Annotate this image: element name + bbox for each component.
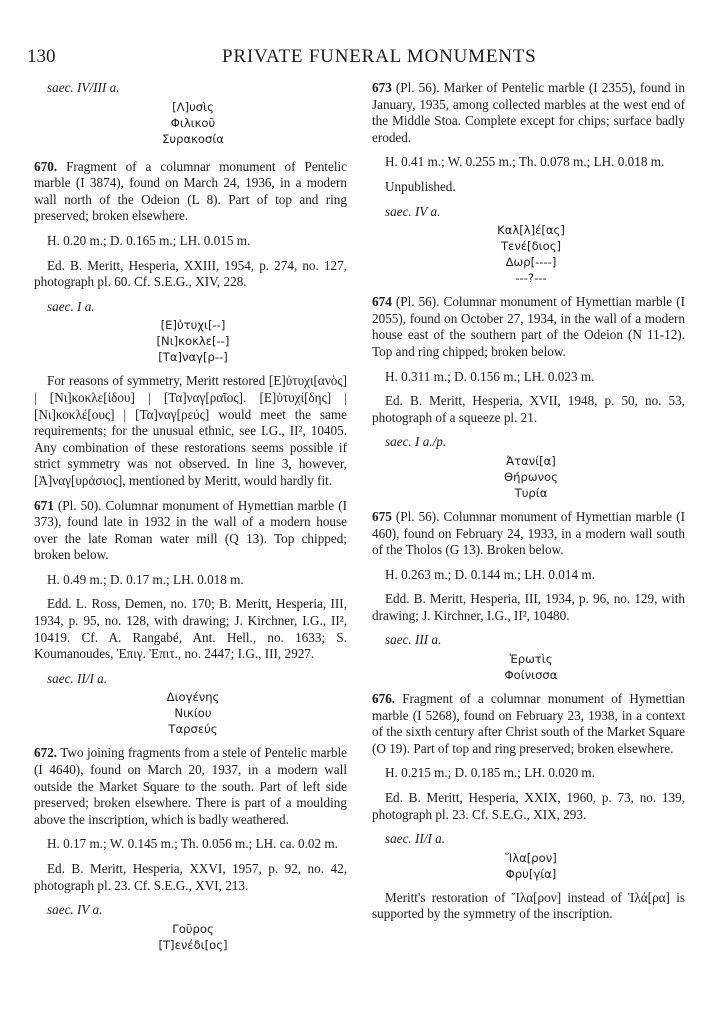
inscription-line: Φρυ[γία] [505,866,557,881]
entry-description [34,745,347,828]
entry-672 [34,745,347,952]
entry-description [34,498,347,564]
entry-text: (Pl. 56). Columnar monument of Hymettian marble (I 2055), found on October 27, 1934, in the wall of a modern house east of the southern part of the Odeion (N 11-12). Top and ring chipped; broken below. [372,294,686,359]
entry-text: (Pl. 50). Columnar monument of Hymettian marble (I 373), found late in 1932 in the wall of a modern house over the late Roman water mill (Q 13). Top chipped; broken below. [34,497,348,563]
entry-measurements: H. 0.20 m.; D. 0.165 m.; LH. 0.015 m. [47,232,251,248]
date-label: saec. IV/III a. [47,80,120,95]
entry-description [372,80,685,146]
inscription-line: [Τα]ναγ[ρ--] [158,350,228,365]
entry-text: Fragment of a columnar monument of Pentelic marble (I 3874), found on March 24, 1936, in a modern wall north of the Odeion (L 8). Part of top and ring preserved; broken elsewhere. [34,158,347,224]
entry-bibliography: Ed. B. Meritt, Hesperia, XXVI, 1957, p. 92, no. 42, photograph pl. 23. Cf. S.E.G., XVI, 213. [34,861,347,893]
date-label: saec. III a. [385,632,442,648]
inscription-text [34,921,347,953]
inscription-line: [Τ]ενέδι[ος] [158,937,228,952]
entry-670 [34,159,347,490]
inscription-line: Τυρία [514,485,548,500]
entry-text: Two joining fragments from a stele of Pentelic marble (I 4640), found on March 20, 1937, in a modern wall outside the Market Square to the south. Part of left side preserved; broken elsewhere. There is part of a moulding above the inscription, which is badly weathered. [34,745,347,827]
inscription-line: Τενέ[διος] [500,239,562,254]
entry-number: 676. [372,691,396,707]
entry-number: 670. [34,158,58,174]
inscription-line: Ταρσεύς [168,722,218,737]
inscription-line: ---?--- [515,271,547,286]
inscription-line: [Ε]ὐτυχι[--] [160,318,226,333]
entry-measurements: H. 0.17 m.; W. 0.145 m.; Th. 0.056 m.; LH. ca. 0.02 m. [47,836,338,852]
entry-text: Fragment of a columnar monument of Hymettian marble (I 5268), found on February 23, 1938, in a context of the sixth century after Christ south of the Market Square (O 19). Part of top and ring preserved; broken elsewhere. [372,691,686,756]
entry-number: 674 [372,294,392,310]
entry-commentary: For reasons of symmetry, Meritt restored [Ε]ὐτυχι[ανὸς] | [Νι]κοκλε[ίδου] | [Τα]ναγ[ραῖος]. [Ε]ὐτυχί[δης] | [Νι]κοκλέ[ους] | [Τα]ναγ[ρεύς] would meet the same requirements; for the unusual ethnic, see I.G., II², 10405. Any combination of these restorations seems possible if strict symmetry was not observed. In line 3, however, [Ἀ]ναγ[υράσιος], mentioned by Meritt, would hardly fit. [34,373,347,488]
entry-text: (Pl. 56). Marker of Pentelic marble (I 2355), found in January, 1935, among collected marbles at the west end of the Middle Stoa. Complete except for chips; surface badly eroded. [372,80,685,145]
inscription-line: Φοίνισσα [504,668,558,683]
entry-number: 675 [372,508,392,524]
entry-description [372,691,685,757]
inscription-line: Ἐρωτὶς [509,652,553,667]
entry-description [372,294,685,360]
entry-676 [372,691,685,923]
entry-status: Unpublished. [385,178,456,194]
inscription-line: Θήρωνος [504,469,558,484]
entry-bibliography: Ed. B. Meritt, Hesperia, XXIII, 1954, p. 274, no. 127, photograph pl. 60. Cf. S.E.G., XIV, 228. [34,257,347,290]
entry-text: (Pl. 56). Columnar monument of Hymettian marble (I 460), found on February 24, 1933, in a modern wall south of the Tholos (G 13). Broken below. [372,508,686,558]
entry-671 [34,498,347,738]
entry-measurements: H. 0.41 m.; W. 0.255 m.; Th. 0.078 m.; LH. 0.018 m. [385,154,665,170]
entry-bibliography: Edd. B. Meritt, Hesperia, III, 1934, p. 96, no. 129, with drawing; J. Kirchner, I.G., II², 10480. [372,591,685,623]
entry-description [34,159,347,225]
inscription-line: Δωρ[----] [505,255,557,270]
entry-675 [372,509,685,683]
entry-number: 672. [34,745,58,761]
inscription-line: Καλ[λ]έ[ας] [497,223,565,238]
date-label: saec. II/I a. [385,831,446,847]
entry-measurements: H. 0.263 m.; D. 0.144 m.; LH. 0.014 m. [385,566,595,582]
inscription-line: Νικίου [174,706,212,721]
inscription-text [372,850,685,882]
inscription-text [372,453,685,501]
date-label: saec. II/I a. [47,670,108,686]
entry-measurements: H. 0.311 m.; D. 0.156 m.; LH. 0.023 m. [385,368,595,384]
entry-description [372,509,685,559]
inscription-line: Ἵλα[ρον] [505,850,557,865]
inscription-text [372,222,685,286]
inscription-line: Φιλικοῦ [170,115,216,130]
entry-bibliography: Ed. B. Meritt, Hesperia, XVII, 1948, p. 50, no. 53, photograph of a squeeze pl. 21. [372,393,685,425]
inscription-line: [Λ]υσὶς [172,99,214,114]
date-label: saec. IV a. [385,203,441,219]
entry-measurements: H. 0.49 m.; D. 0.17 m.; LH. 0.018 m. [47,571,244,587]
right-column [372,80,685,931]
inscription-line: [Νι]κοκλε[--] [156,334,230,349]
inscription-text [34,99,347,147]
date-label: saec. I a. [47,298,95,314]
entry-number: 673 [372,80,392,95]
inscription-text [372,651,685,683]
entry-commentary: Meritt's restoration of Ἵλα[ρον] instead of Ἱλά[ρα] is supported by the symmetry of the inscription. [372,889,685,922]
inscription-line: Διογένης [166,690,220,705]
inscription-line: Γοῦρος [172,921,214,936]
date-label: saec. I a./p. [385,434,447,450]
inscription-line: Ἀτανί[α] [506,453,556,468]
left-column [34,80,347,961]
inscription-line: Συρακοσία [162,131,224,146]
date-label: saec. IV a. [47,902,103,918]
entry-669-end [34,80,347,147]
inscription-text [34,317,347,365]
entry-measurements: H. 0.215 m.; D. 0.185 m.; LH. 0.020 m. [385,765,595,781]
page-number: 130 [27,46,56,67]
page-header [27,46,697,70]
running-title: PRIVATE FUNERAL MONUMENTS [222,46,537,67]
entry-bibliography: Edd. L. Ross, Demen, no. 170; B. Meritt, Hesperia, III, 1934, p. 95, no. 128, with drawing; J. Kirchner, I.G., II², 10419. Cf. A. Rangabé, Ant. Hell., no. 1633; S. Koumanoudes, Ἐπιγ. Ἐπιτ., no. 2447; I.G., III, 2927. [34,596,347,662]
entry-673 [372,80,685,286]
entry-bibliography: Ed. B. Meritt, Hesperia, XXIX, 1960, p. 73, no. 139, photograph pl. 23. Cf. S.E.G., XIX, 293. [372,790,685,822]
entry-674 [372,294,685,501]
entry-number: 671 [34,497,54,513]
inscription-text [34,689,347,737]
